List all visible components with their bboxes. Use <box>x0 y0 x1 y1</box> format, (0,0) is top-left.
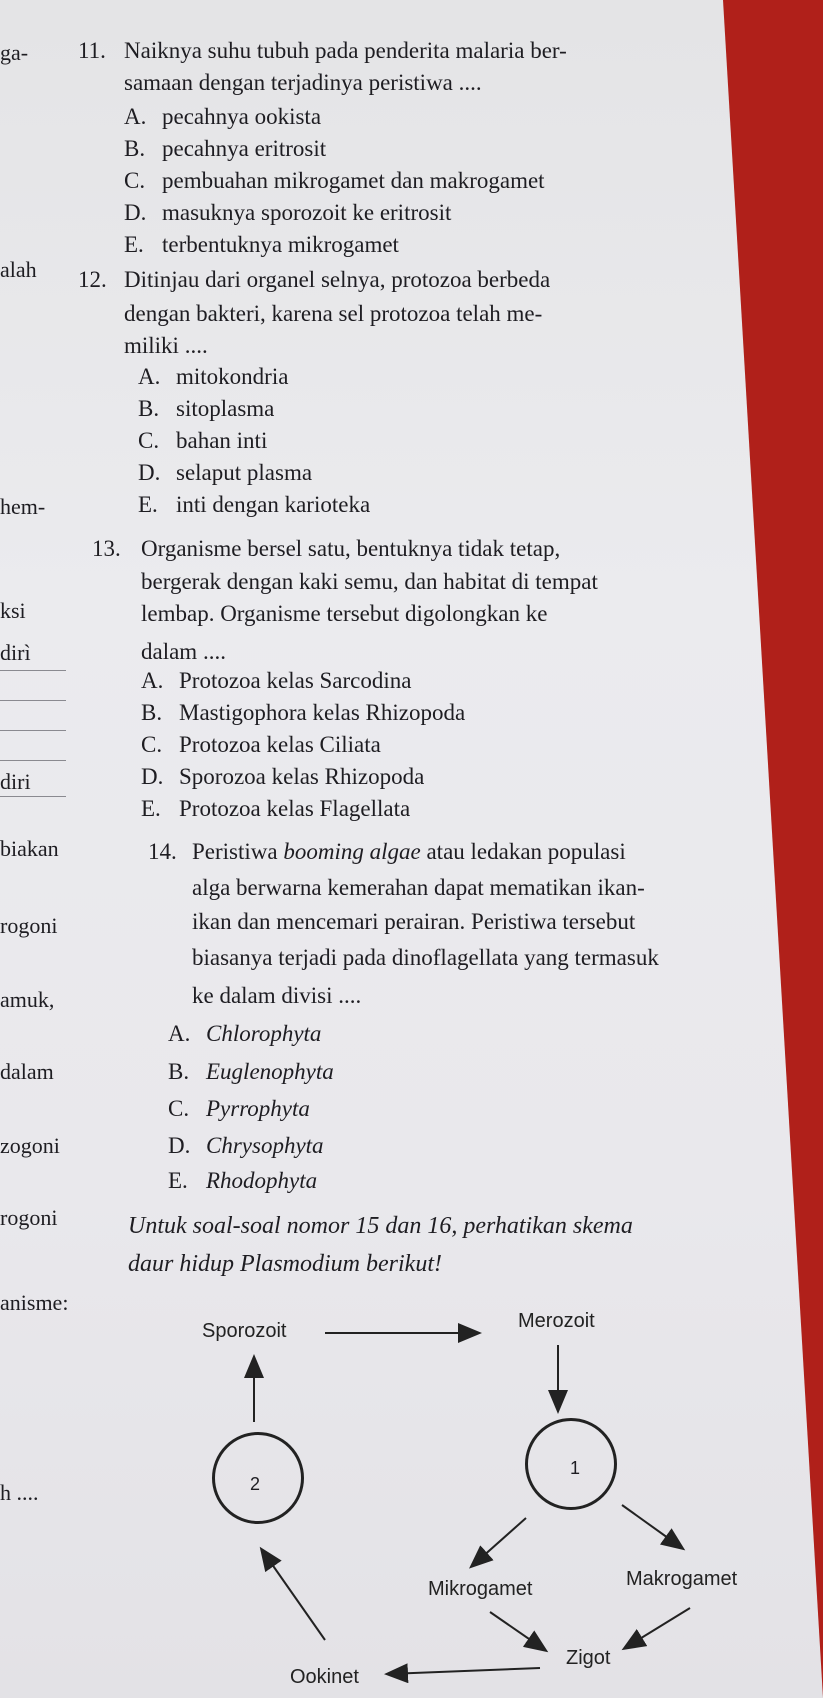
question-14-stem-line: alga berwarna kemerahan dapat mematikan ikan- <box>192 875 645 900</box>
margin-fragment: amuk, <box>0 987 55 1012</box>
question-14-stem-first-line: Peristiwa booming algae atau ledakan populasi <box>192 839 626 864</box>
question-13-option-a: A. Protozoa kelas Sarcodina <box>141 668 412 693</box>
arrow-mikrogamet-to-zigot <box>490 1612 545 1650</box>
question-14-number: 14. <box>148 839 177 864</box>
question-13-number: 13. <box>92 536 121 561</box>
question-13-option-d: D. Sporozoa kelas Rhizopoda <box>141 764 425 789</box>
question-13-option-e: E. Protozoa kelas Flagellata <box>141 796 411 821</box>
margin-fragment: alah <box>0 257 37 282</box>
label-merozoit: Merozoit <box>518 1310 595 1332</box>
margin-fragment: zogoni <box>0 1133 60 1158</box>
arrow-zigot-to-ookinet <box>388 1668 540 1674</box>
margin-fragment: biakan <box>0 836 59 861</box>
instruction-line: daur hidup Plasmodium berikut! <box>128 1251 442 1277</box>
question-12-option-e: E. inti dengan karioteka <box>138 492 371 517</box>
circle-1-number: 1 <box>570 1458 581 1478</box>
question-14-stem-line: ke dalam divisi .... <box>192 983 362 1008</box>
margin-fragment: anisme: <box>0 1290 69 1315</box>
label-ookinet: Ookinet <box>290 1666 359 1688</box>
margin-fragment: h .... <box>0 1480 39 1505</box>
arrow-ookinet-to-circle2 <box>262 1550 325 1640</box>
arrow-circle1-to-mikrogamet <box>472 1518 526 1566</box>
question-13-option-b: B. Mastigophora kelas Rhizopoda <box>141 700 466 725</box>
question-13-stem-line: bergerak dengan kaki semu, dan habitat di tempat <box>141 569 598 594</box>
question-12-stem-line: dengan bakteri, karena sel protozoa telah me- <box>124 301 543 326</box>
margin-fragment: dirì <box>0 640 31 665</box>
question-14-option-c: C. Pyrrophyta <box>168 1096 310 1121</box>
circle-2-number: 2 <box>250 1474 261 1494</box>
question-11-option-e: E. terbentuknya mikrogamet <box>124 232 399 257</box>
question-12-stem-line: Ditinjau dari organel selnya, protozoa berbeda <box>124 267 551 292</box>
question-14-option-e: E. Rhodophyta <box>168 1168 318 1193</box>
margin-fragment: diri <box>0 769 31 794</box>
question-13-stem-line: dalam .... <box>141 639 226 664</box>
question-13-stem-line: lembap. Organisme tersebut digolongkan ke <box>141 601 548 626</box>
arrow-makrogamet-to-zigot <box>625 1608 690 1648</box>
question-12-option-d: D. selaput plasma <box>138 460 313 485</box>
question-14-stem-line: ikan dan mencemari perairan. Peristiwa tersebut <box>192 909 636 934</box>
label-makrogamet: Makrogamet <box>626 1568 738 1590</box>
question-14-stem-line: biasanya terjadi pada dinoflagellata yang termasuk <box>192 945 659 970</box>
label-mikrogamet: Mikrogamet <box>428 1578 533 1600</box>
question-13-stem-line: Organisme bersel satu, bentuknya tidak tetap, <box>141 536 561 561</box>
margin-fragment: ga- <box>0 40 29 65</box>
question-12-stem-line: miliki .... <box>124 333 208 358</box>
question-11-stem-line: Naiknya suhu tubuh pada penderita malaria ber- <box>124 38 567 63</box>
margin-fragment: dalam <box>0 1059 54 1084</box>
label-sporozoit: Sporozoit <box>202 1320 287 1342</box>
margin-fragment: rogoni <box>0 913 58 938</box>
question-11-option-d: D. masuknya sporozoit ke eritrosit <box>124 200 452 225</box>
question-12-option-a: A. mitokondria <box>138 364 289 389</box>
margin-fragment: ksi <box>0 598 26 623</box>
question-11-option-a: A. pecahnya ookista <box>124 104 322 129</box>
question-11-number: 11. <box>78 38 106 63</box>
question-13-option-c: C. Protozoa kelas Ciliata <box>141 732 381 757</box>
instruction-line: Untuk soal-soal nomor 15 dan 16, perhatikan skema <box>128 1213 633 1239</box>
question-12-number: 12. <box>78 267 107 292</box>
question-11-stem-line: samaan dengan terjadinya peristiwa .... <box>124 70 482 95</box>
question-11-option-b: B. pecahnya eritrosit <box>124 136 327 161</box>
question-11-option-c: C. pembuahan mikrogamet dan makrogamet <box>124 168 545 193</box>
question-14-option-b: B. Euglenophyta <box>168 1059 334 1084</box>
question-12-option-b: B. sitoplasma <box>138 396 275 421</box>
label-zigot: Zigot <box>566 1647 611 1669</box>
question-12-option-c: C. bahan inti <box>138 428 268 453</box>
margin-fragment: rogoni <box>0 1205 58 1230</box>
margin-fragment: hem- <box>0 494 46 519</box>
question-14-option-d: D. Chrysophyta <box>168 1133 324 1158</box>
question-14-option-a: A. Chlorophyta <box>168 1021 322 1046</box>
arrow-circle1-to-makrogamet <box>622 1505 682 1548</box>
